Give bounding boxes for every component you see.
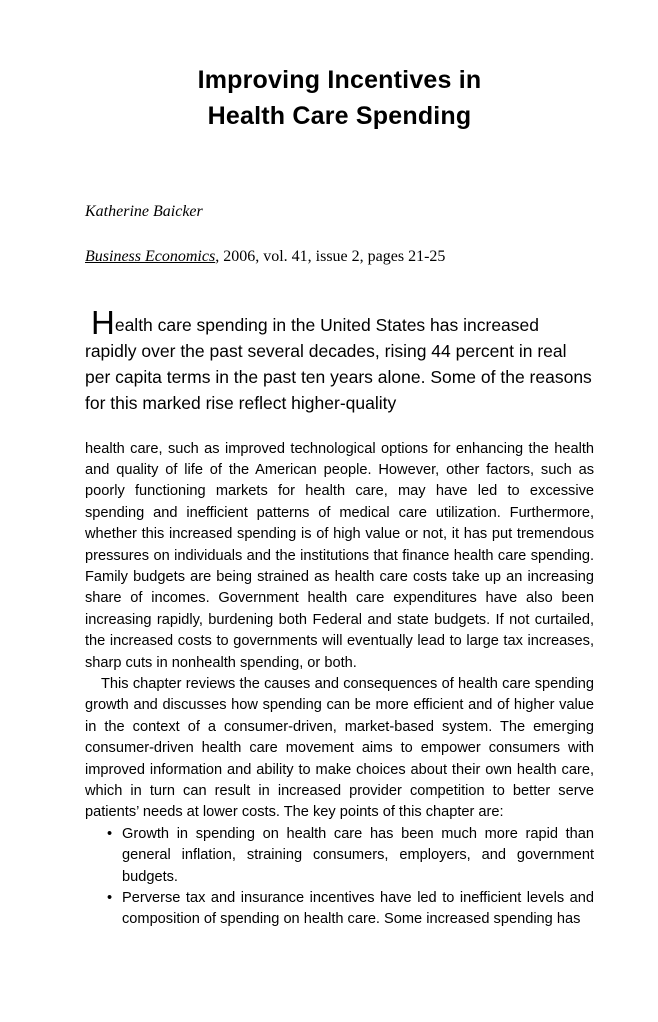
author-name: Katherine Baicker [85, 202, 203, 220]
list-item: • Perverse tax and insurance incentives have led to inefficient levels and composition of spending on health care. Some increased spending has [107, 888, 594, 931]
title-line-2: Health Care Spending [207, 102, 472, 131]
title-line-1: Improving Incentives in [197, 66, 482, 94]
list-item: • Growth in spending on health care has been much more rapid than general inflation, straining consumers, employers, and government budgets. [107, 824, 594, 888]
key-points-list [85, 824, 594, 931]
lead-dropcap: H [91, 303, 115, 341]
citation-details: , 2006, vol. 41, issue 2, pages 21-25 [215, 247, 446, 265]
body-paragraph: This chapter reviews the causes and consequences of health care spending growth and discusses how spending can be more efficient and of higher value in the context of a consumer-driven, market-based system. The emerging consumer-driven health care movement aims to empower consumers with improved information and ability to make choices about their own health care, which in turn can result in increased provider competition to better serve patients’ needs at lower costs. The key points of this chapter are: [85, 675, 594, 821]
citation-line [85, 248, 594, 266]
article-body [85, 439, 594, 931]
page-title [85, 62, 594, 135]
lead-paragraph [85, 303, 594, 416]
body-paragraph: health care, such as improved technological options for enhancing the health and quality of life of the American people. However, other factors, such as poorly functioning markets for health care, may have led to excessive spending and inefficient patterns of medical care utilization. Furthermore, whether this increased spending is of high value or not, it has put tremendous pressures on individuals and the institutions that finance health care spending. Family budgets are being strained as health care costs take up an increasing share of incomes. Government health care expenditures have also been increasing rapidly, burdening both Federal and state budgets. If not curtailed, the increased costs to governments will eventually lead to large tax increases, sharp cuts in nonhealth spending, or both. [85, 440, 594, 671]
lead-text: ealth care spending in the United States has increased rapidly over the past several decades, rising 44 percent in real per capita terms in the past ten years alone. Some of the reasons for this marked rise reflect higher-quality [85, 314, 592, 413]
citation-journal-title: Business Economics [85, 247, 216, 265]
